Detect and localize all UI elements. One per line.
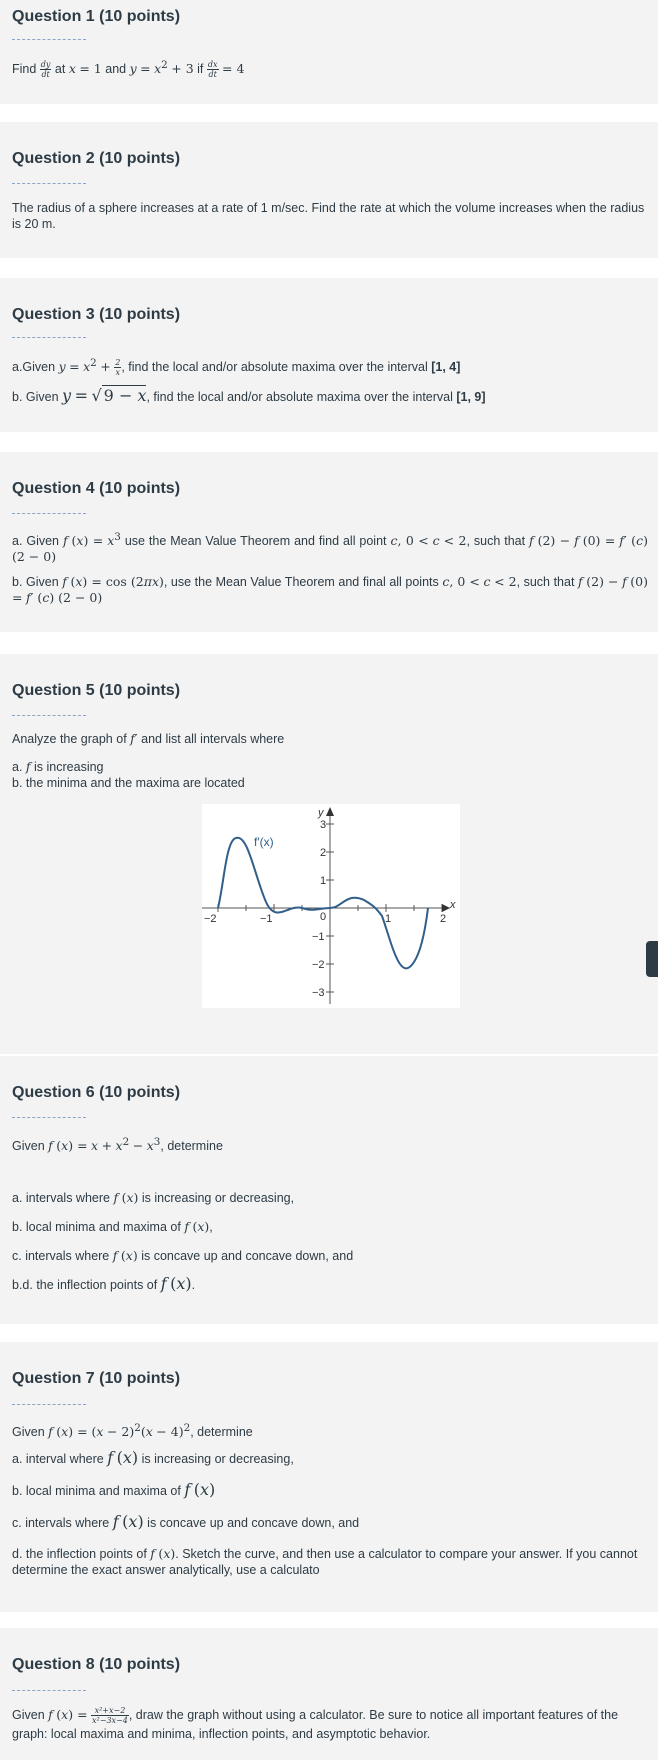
title-divider — [12, 1690, 86, 1691]
x-tick-label: 2 — [440, 913, 447, 925]
question-6 — [0, 1056, 658, 1324]
part-a: a.Given $y = x^2$ + $\frac{2}{x}$ , find the local and/or absolute maxima over the interval [1, 4] — [12, 357, 461, 378]
part-a: a. Given f $(x) = x^3$ use the Mean Value Theorem and find all point c, 0 < c < 2, such that f (2) − f (0) = f′ (c) (2 − 0) — [12, 531, 648, 565]
question-text: The radius of a sphere increases at a rate of 1 m/sec. Find the rate at which the volume increases when the radius is 20 m. — [12, 201, 645, 231]
y-tick-label: 1 — [320, 875, 327, 887]
y-tick-label: −1 — [312, 931, 325, 943]
question-8 — [0, 1628, 658, 1760]
question-7 — [0, 1342, 658, 1612]
question-title: Question 8 (10 points) — [12, 1656, 181, 1673]
part-d: b.d. the inflection points of f (x). — [12, 1274, 196, 1293]
graph-background — [202, 804, 460, 1008]
question-title: Question 7 (10 points) — [12, 1370, 181, 1387]
derivative-graph — [202, 804, 460, 1008]
title-divider — [12, 337, 86, 338]
intro-text: Analyze the graph of f′ and list all intervals where — [12, 731, 285, 746]
curve-label: f′(x) — [254, 835, 274, 849]
x-tick-label: −1 — [260, 913, 273, 925]
question-text: Find $\frac{dy}{dt}$ at x = 1 and $y = x^2 + 3$ if $\frac{dx}{dt}$ = 4 — [12, 59, 245, 80]
title-divider — [12, 1117, 86, 1118]
part-a: a. intervals where f (x) is increasing or decreasing, — [12, 1190, 295, 1205]
part-c: c. intervals where f (x) is concave up and concave down, and — [12, 1512, 360, 1531]
title-divider — [12, 183, 86, 184]
y-tick-label: −3 — [312, 987, 325, 999]
part-a: a. f is increasing — [12, 759, 104, 774]
part-c: c. intervals where f (x) is concave up and concave down, and — [12, 1248, 354, 1263]
question-4 — [0, 452, 658, 632]
given-text: Given f $(x) = (x - 2)^2(x - 4)^2$, determine — [12, 1422, 253, 1440]
question-title: Question 5 (10 points) — [12, 682, 181, 699]
part-b: b. local minima and maxima of f (x), — [12, 1219, 213, 1234]
title-divider — [12, 1404, 86, 1405]
question-title: Question 4 (10 points) — [12, 480, 181, 497]
given-text: Given f $(x) = x + x^2 - x^3$, determine — [12, 1136, 223, 1154]
question-5 — [0, 654, 658, 1054]
question-text: Given f (x) = $\frac{\text{x²+x−2}}{\text{x²−3x−4}}$ , draw the graph without using a calculator. Be sure to notice all important features of the graph: local maxima and minima, inflection points, and asymptotic behavior. — [12, 1706, 619, 1742]
y-tick-label: 2 — [320, 847, 327, 859]
question-title: Question 2 (10 points) — [12, 150, 181, 167]
title-divider — [12, 513, 86, 514]
part-d: d. the inflection points of f (x). Sketch the curve, and then use a calculator to compare your answer. If you cannot determine the exact answer analytically, use a calculato — [12, 1546, 638, 1577]
title-divider — [12, 715, 86, 716]
x-axis-label: x — [450, 899, 456, 911]
question-3 — [0, 278, 658, 432]
question-title: Question 1 (10 points) — [12, 8, 181, 25]
part-b: b. Given f (x) = cos (2πx), use the Mean Value Theorem and final all points c, 0 < c < 2, such that f (2) − f (0) = f′ (c) (2 − 0) — [12, 574, 648, 605]
x-tick-label: 1 — [385, 913, 392, 925]
y-tick-label: −2 — [312, 959, 325, 971]
part-b: b. local minima and maxima of f (x) — [12, 1480, 216, 1499]
x-tick-label: −2 — [204, 913, 217, 925]
part-b: b. Given y = √ 9 − x, find the local and/or absolute maxima over the interval [1, 9] — [12, 386, 486, 405]
y-axis-label: y — [318, 807, 324, 819]
question-title: Question 3 (10 points) — [12, 306, 181, 323]
side-tab-handle[interactable] — [646, 941, 658, 977]
part-a: a. interval where f (x) is increasing or decreasing, — [12, 1448, 294, 1467]
y-tick-label: 3 — [320, 819, 327, 831]
part-b: b. the minima and the maxima are located — [12, 776, 245, 790]
title-divider — [12, 39, 86, 40]
question-1 — [0, 0, 658, 104]
question-title: Question 6 (10 points) — [12, 1084, 181, 1101]
question-2 — [0, 122, 658, 258]
x-tick-label: 0 — [320, 911, 327, 923]
